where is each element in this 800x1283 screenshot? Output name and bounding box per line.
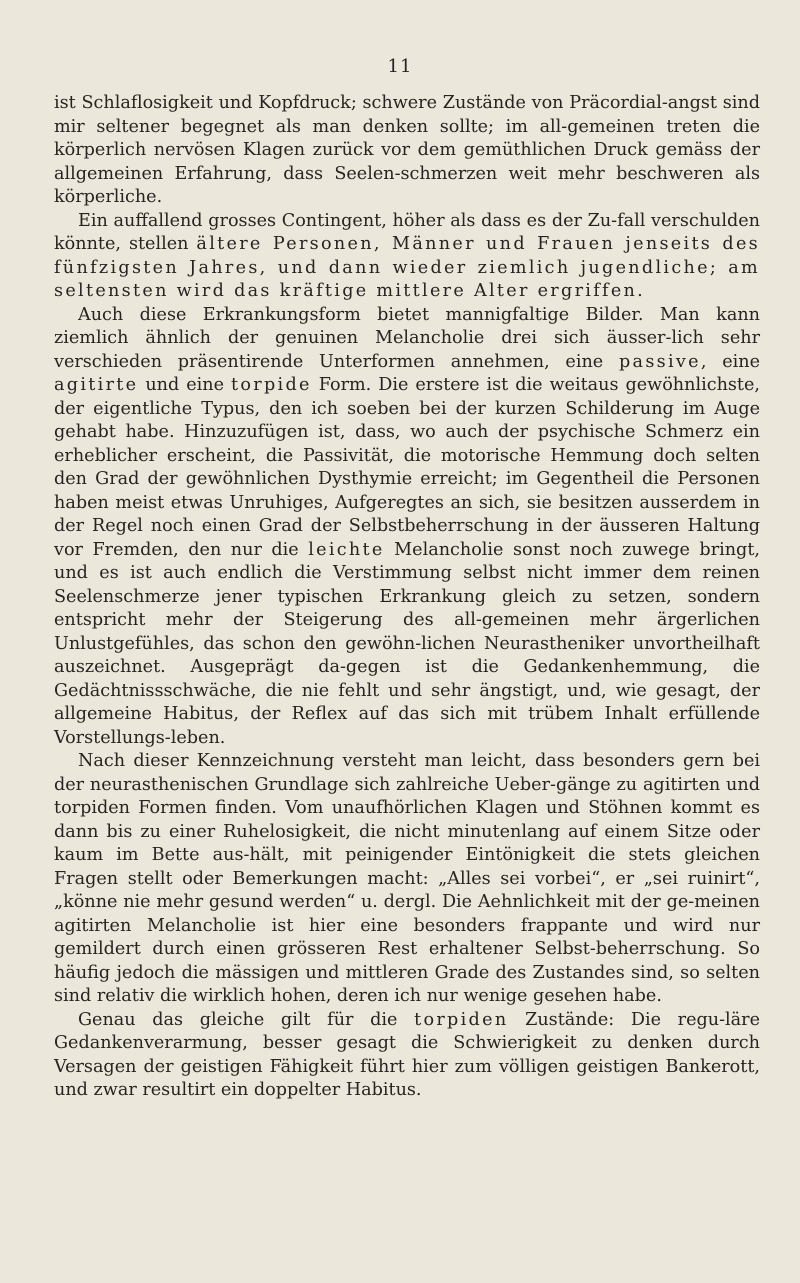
text-run: und eine bbox=[138, 375, 232, 395]
text-run: Ein auffallend grosses Contingent, höher als dass es der Zu-fall verschulden könnte, stellen bbox=[54, 210, 760, 254]
paragraph bbox=[54, 92, 760, 210]
text-run: Form. Die erstere ist die weitaus gewöhnlichste, der eigentliche Typus, den ich soeben bei der kurzen Schilderung im Auge gehabt habe. Hinzuzufügen ist, dass, wo auch der psychische Schmerz ein erheblicher erscheint, die Passivität, die motorische Hemmung doch selten den Grad der gewöhnlichen Dysthymie erreicht; im Gegentheil die Personen haben meist etwas Unruhiges, Aufgeregtes an sich, sie besitzen ausserdem in der Regel noch einen Grad der Selbstbeherrschung in der äusseren Haltung vor Fremden, den nur die bbox=[54, 375, 761, 560]
emphasized-text: passive bbox=[618, 351, 701, 372]
emphasized-text: ältere Personen, Männer und Frauen jenseits des fünfzigsten Jahres, und dann wieder ziemlich jugendliche; am seltensten wird das kräftige mittlere Alter ergriffen. bbox=[54, 234, 760, 301]
text-run: Auch diese Erkrankungsform bietet mannigfaltige Bilder. Man kann ziemlich ähnlich der genuinen Melancholie drei sich äusser-lich sehr verschieden präsentirende Unterformen annehmen, eine bbox=[54, 304, 760, 372]
text-run: Nach dieser Kennzeichnung versteht man leicht, dass besonders gern bei der neurasthenischen Grundlage sich zahlreiche Ueber-gänge zu agitirten und torpiden Formen finden. Vom unaufhörlichen Klagen und Stöhnen kommt es dann bis zu einer Ruhelosigkeit, die nicht minutenlang auf einem Sitze oder kaum im Bette aus-hält, mit peinigender Eintönigkeit die stets gleichen Fragen stellt oder Bemerkungen macht: „Alles sei vorbei“, er „sei ruinirt“, „könne nie mehr gesund werden“ u. dergl. Die Aehnlichkeit mit der ge-meinen agitirten Melancholie ist hier eine besonders frappante und wird nur gemildert durch einen grösseren Rest erhaltener Selbst-beherrschung. So häufig jedoch die mässigen und mittleren Grade des Zustandes sind, so selten sind relativ die wirklich hohen, deren ich nur wenige gesehen habe. bbox=[54, 751, 760, 1006]
emphasized-text: torpiden bbox=[414, 1009, 509, 1030]
text-run: , eine bbox=[700, 351, 760, 372]
text-run: Zustände: Die regu-läre Gedankenverarmung, besser gesagt die Schwierigkeit zu denken durch Versagen der geistigen Fähigkeit führt hier zum völligen geistigen Bankerott, und zwar resultirt ein doppelter Habitus. bbox=[54, 1009, 760, 1100]
text-run: ist Schlaflosigkeit und Kopfdruck; schwere Zustände von Präcordial-angst sind mir seltener begegnet als man denken sollte; im all-gemeinen treten die körperlich nervösen Klagen zurück vor dem gemüthlichen Druck gemäss der allgemeinen Erfahrung, dass Seelen-schmerzen weit mehr beschweren als körperliche. bbox=[54, 93, 760, 207]
emphasized-text: torpide bbox=[231, 375, 312, 395]
paragraph bbox=[54, 304, 760, 751]
emphasized-text: leichte bbox=[308, 539, 385, 560]
text-run: Melancholie sonst noch zuwege bringt, und es ist auch endlich die Verstimmung selbst nicht immer dem reinen Seelenschmerze jener typischen Erkrankung gleich zu setzen, sondern entspricht mehr der Steigerung des all-gemeinen mehr ärgerlichen Unlustgefühles, das schon den gewöhn-lichen Neurastheniker unvortheilhaft auszeichnet. Ausgeprägt da-gegen ist die Gedankenhemmung, die Gedächtnissschwäche, die nie fehlt und sehr ängstigt, und, wie gesagt, der allgemeine Habitus, der Reflex auf das sich mit trübem Inhalt erfüllende Vorstellungs-leben. bbox=[54, 539, 760, 748]
paragraph bbox=[54, 1009, 760, 1103]
page-number: 11 bbox=[387, 56, 413, 77]
emphasized-text: agitirte bbox=[54, 375, 139, 395]
paragraph bbox=[54, 210, 760, 304]
text-run: Genau das gleiche gilt für die bbox=[78, 1009, 415, 1030]
paragraph bbox=[54, 750, 760, 1009]
body-text bbox=[54, 92, 760, 1103]
